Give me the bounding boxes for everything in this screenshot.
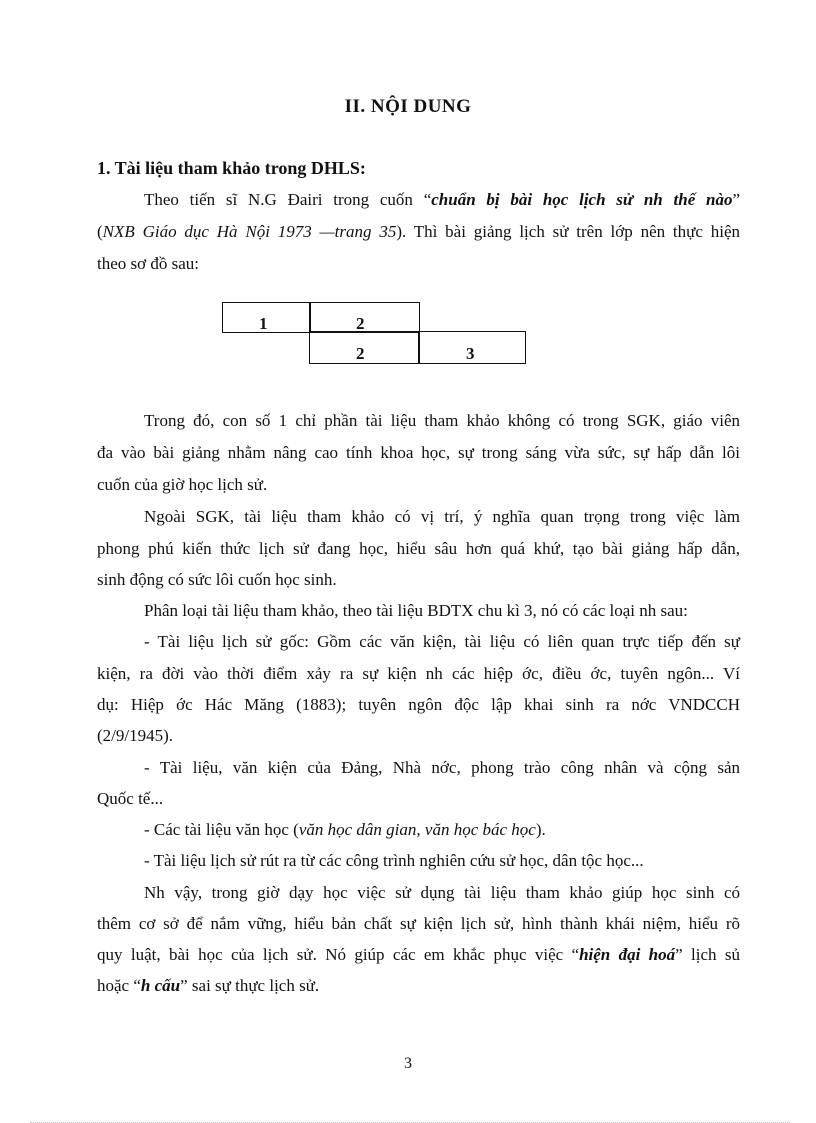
bullet-2-line-1: - Tài liệu, văn kiện của Đảng, Nhà nớc, phong trào công nhân và cộng sản	[144, 758, 740, 777]
paragraph-4-line-4: hoặc “h cấu” sai sự thực lịch sử.	[97, 976, 320, 995]
section-heading: 1. Tài liệu tham khảo trong DHLS:	[97, 158, 366, 178]
paragraph-1-line-2: đa vào bài giảng nhằm nâng cao tính khoa học, sự trong sáng vừa sức, sự hấp dẫn lôi	[97, 443, 740, 462]
paragraph-4-line-1: Nh vậy, trong giờ dạy học việc sử dụng tài liệu tham khảo giúp học sinh có	[144, 883, 740, 902]
paragraph-1-line-3: cuốn của giờ học lịch sử.	[97, 475, 268, 494]
paragraph-1-line-1: Trong đó, con số 1 chỉ phần tài liệu tham khảo không có trong SGK, giáo viên	[144, 411, 740, 430]
diagram-label-2-bottom: 2	[356, 344, 365, 363]
bullet-1-line-2: kiện, ra đời vào thời điểm xảy ra sự kiện nh các hiệp ớc, điều ớc, tuyên ngôn... Ví	[97, 664, 740, 683]
diagram-box-2-top	[309, 302, 420, 333]
publisher-citation: NXB Giáo dục Hà Nội 1973 —trang 35	[102, 222, 397, 241]
bullet-1-line-3: dụ: Hiệp ớc Hác Măng (1883); tuyên ngôn độc lập khai sinh ra nớc VNDCCH	[97, 695, 740, 714]
paragraph-2-line-1: Ngoài SGK, tài liệu tham khảo có vị trí, ý nghĩa quan trọng trong việc làm	[144, 507, 740, 526]
intro-line-2: (NXB Giáo dục Hà Nội 1973 —trang 35). Thì bài giảng lịch sử trên lớp nên thực hiện	[97, 222, 740, 241]
diagram-box-2-bottom	[309, 331, 420, 364]
intro-line-3: theo sơ đồ sau:	[97, 254, 200, 273]
paragraph-2-line-3: sinh động có sức lôi cuốn học sinh.	[97, 570, 337, 589]
bullet-2-line-2: Quốc tế...	[97, 789, 164, 808]
diagram-label-2-top: 2	[356, 314, 365, 333]
bullet-4: - Tài liệu lịch sử rút ra từ các công trình nghiên cứu sử học, dân tộc học...	[144, 851, 644, 870]
paragraph-4-line-3: quy luật, bài học của lịch sử. Nó giúp các em khắc phục việc “hiện đại hoá” lịch sủ	[97, 945, 741, 964]
book-title: chuẩn bị bài học lịch sử nh thế nào	[431, 190, 733, 209]
diagram-label-3: 3	[466, 344, 475, 363]
page-title: II. NỘI DUNG	[344, 96, 472, 117]
paragraph-2-line-2: phong phú kiến thức lịch sử đang học, hiểu sâu hơn quá khứ, tạo bài giảng hấp dẫn,	[97, 539, 740, 558]
paragraph-4-line-2: thêm cơ sở để nắm vững, hiểu bản chất sự kiện lịch sử, hình thành khái niệm, hiểu rõ	[97, 914, 740, 933]
bullet-1-line-4: (2/9/1945).	[97, 726, 174, 745]
paragraph-3: Phân loại tài liệu tham khảo, theo tài liệu BDTX chu kì 3, nó có các loại nh sau:	[144, 601, 688, 620]
diagram-label-1: 1	[259, 314, 268, 333]
bullet-1-line-1: - Tài liệu lịch sử gốc: Gồm các văn kiện, tài liệu có liên quan trực tiếp đến sự	[144, 632, 740, 651]
page-number: 3	[404, 1055, 412, 1072]
bullet-3: - Các tài liệu văn học (văn học dân gian, văn học bác học).	[144, 820, 546, 839]
intro-line-1: Theo tiến sĩ N.G Đairi trong cuốn “chuẩn bị bài học lịch sử nh thế nào”	[144, 190, 740, 209]
